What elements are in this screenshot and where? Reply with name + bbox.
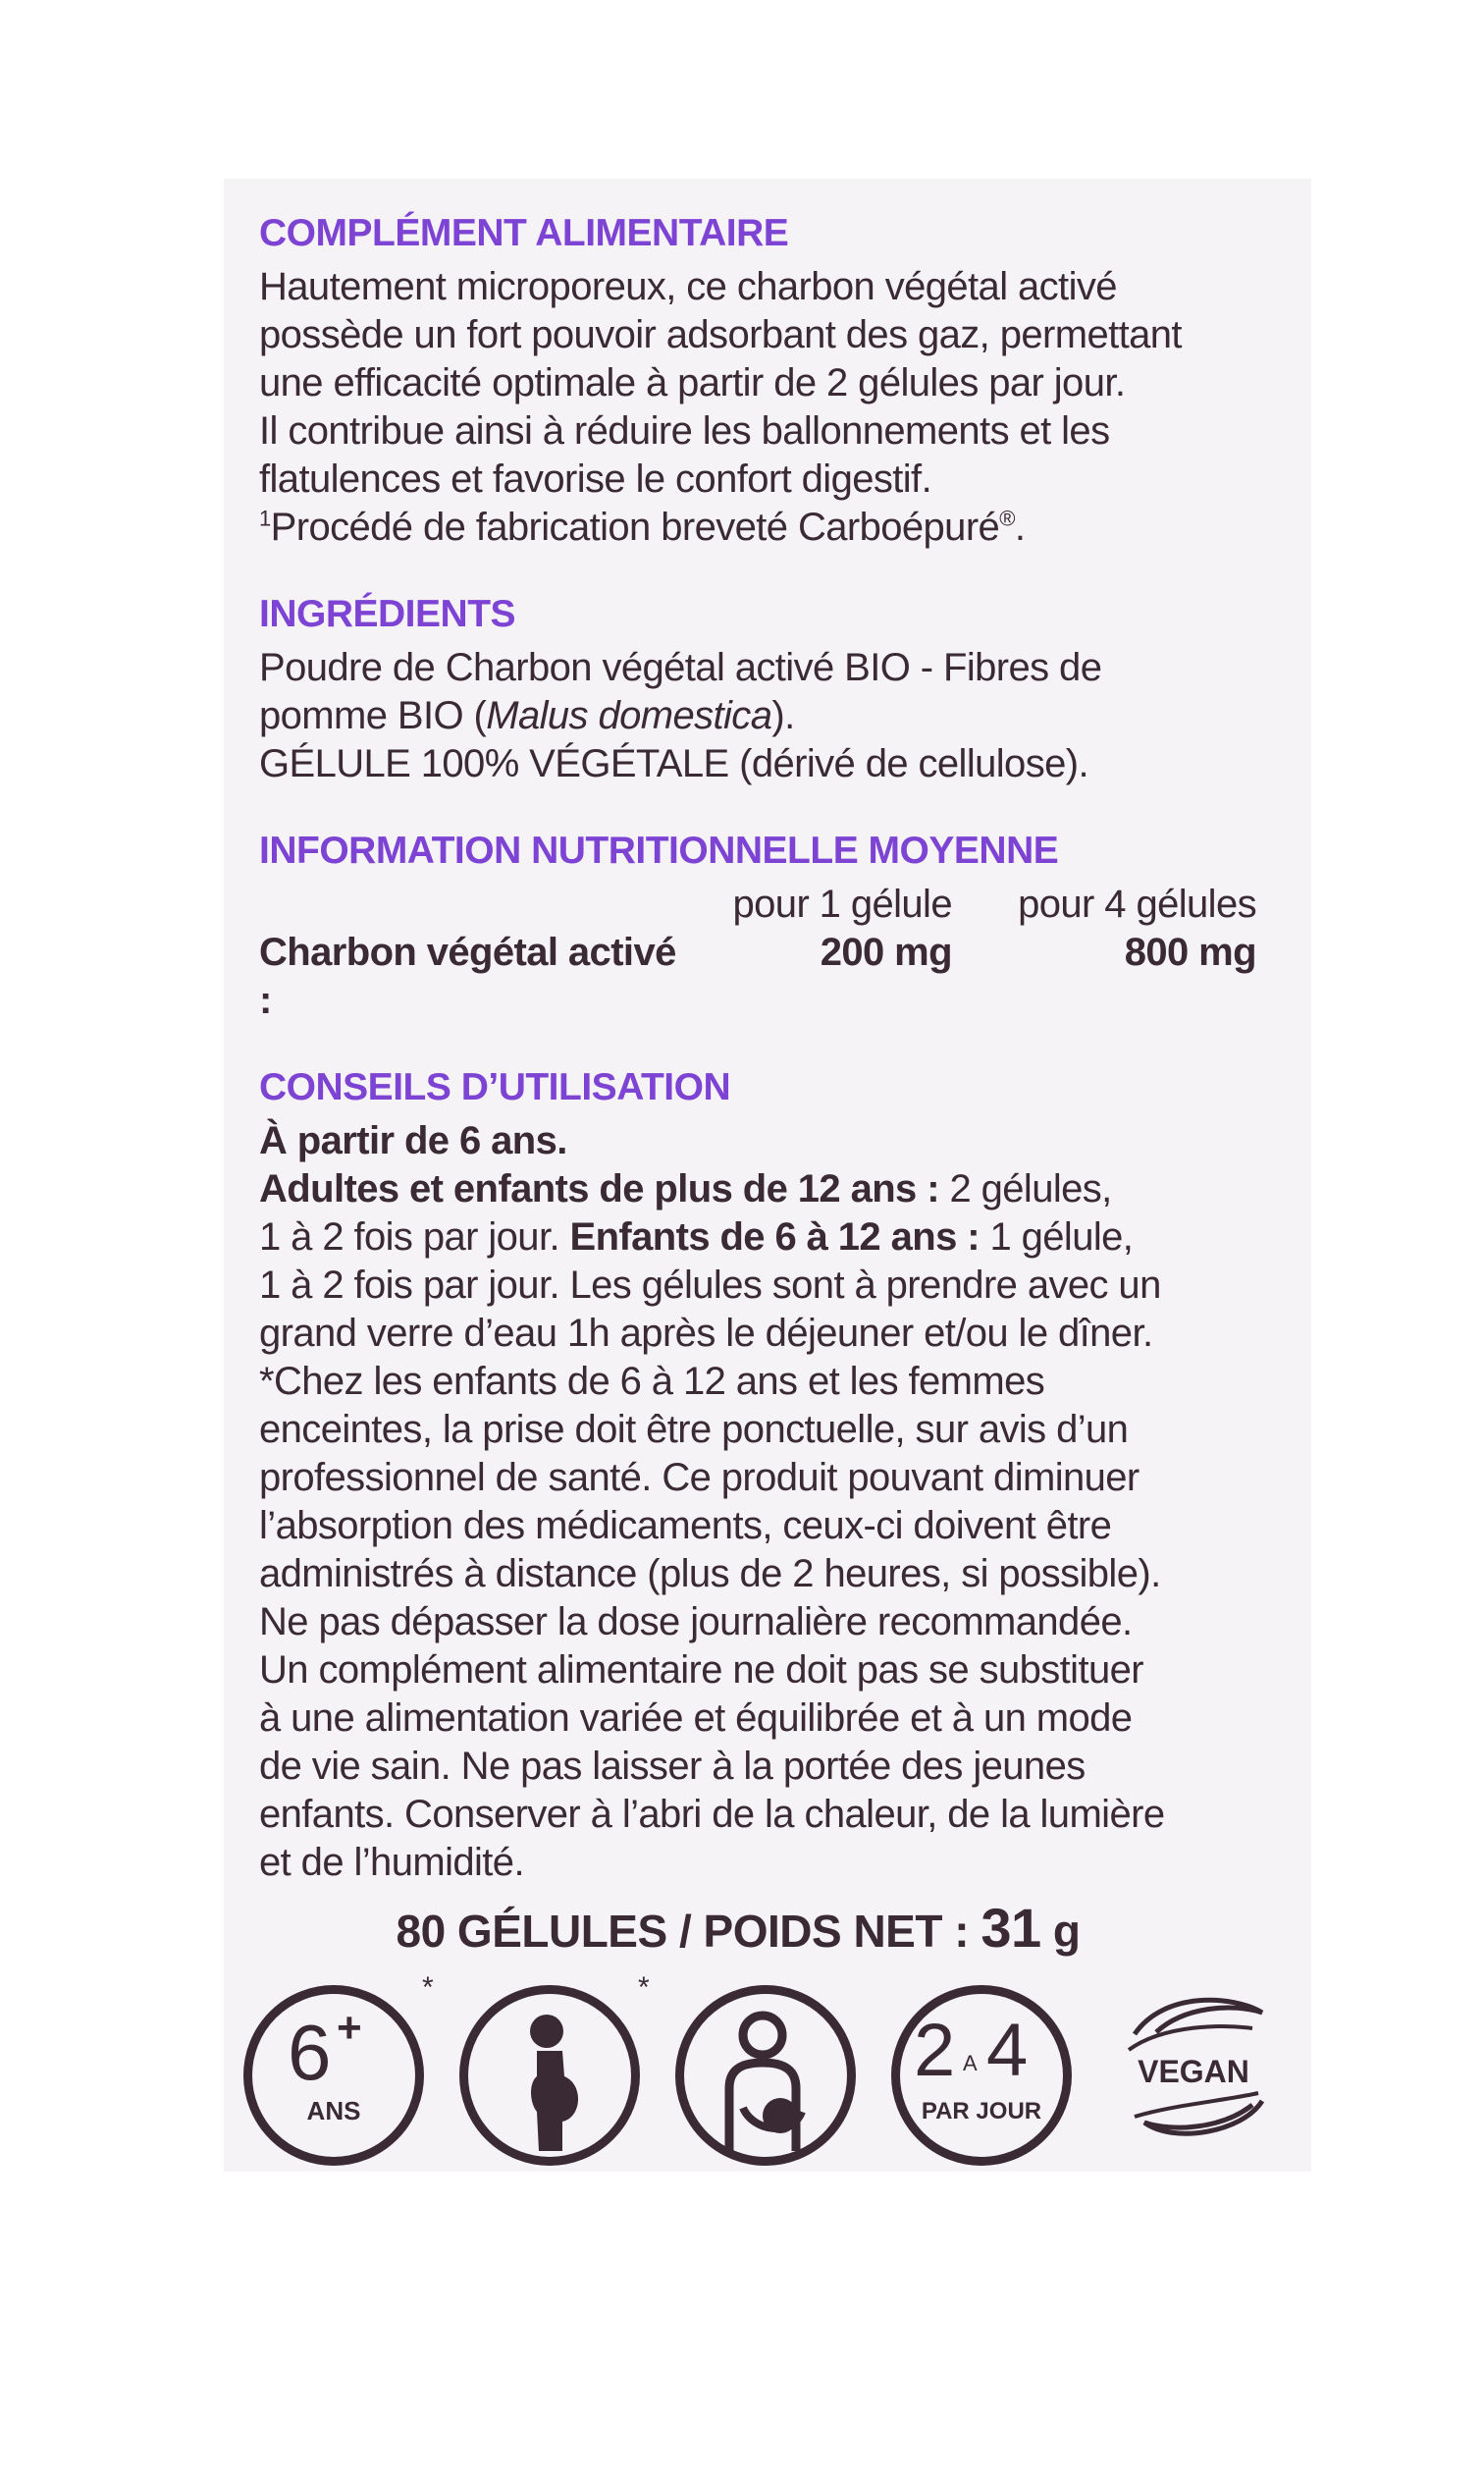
usage-children-label: Enfants de 6 à 12 ans : [569, 1215, 980, 1259]
dose-from: 2 [914, 2009, 956, 2092]
footnote [259, 504, 1256, 552]
dose-2-to-4-per-day-icon [891, 1985, 1072, 2166]
age-label: ANS [306, 2096, 361, 2125]
usage-line-7: administrés à distance (plus de 2 heures, si possible). [259, 1552, 1161, 1595]
usage-line-8: Ne pas dépasser la dose journalière recommandée. [259, 1600, 1133, 1643]
dose-to: 4 [986, 2009, 1029, 2092]
product-label-panel [224, 179, 1311, 2172]
usage-line-12: enfants. Conserver à l’abri de la chaleur, de la lumière [259, 1793, 1165, 1836]
usage-adults-dose: 2 gélules, [938, 1167, 1112, 1210]
nutrition-section [259, 828, 1256, 1025]
dose-label: PAR JOUR [921, 2098, 1042, 2124]
ingredients-section [259, 591, 1256, 788]
footnote-text: Procédé de fabrication breveté Carboépuré [270, 506, 1000, 549]
age-plus: + [337, 2004, 362, 2052]
pregnant-woman-icon [459, 1985, 640, 2166]
ingredients-line-2 [259, 692, 1256, 740]
age-asterisk: * [422, 1971, 434, 2004]
complement-line-5: flatulences et favorise le confort digestif. [259, 457, 932, 501]
registered-mark: ® [999, 506, 1015, 531]
usage-line-3: *Chez les enfants de 6 à 12 ans et les femmes [259, 1360, 1045, 1403]
footnote-mark: 1 [259, 506, 271, 531]
age-number: 6 [288, 2009, 332, 2096]
ingredients-line-3: GÉLULE 100% VÉGÉTALE (dérivé de cellulose). [259, 742, 1088, 785]
ingredients-line-2a: pomme BIO ( [259, 694, 487, 737]
usage-children-dose: 1 gélule, [979, 1215, 1134, 1259]
nutrition-row [259, 929, 1256, 1025]
nutrition-col-2: pour 4 gélules [1018, 883, 1256, 926]
usage-section [259, 1064, 1256, 1887]
usage-title: CONSEILS D’UTILISATION [259, 1066, 731, 1108]
pictogram-row [243, 1971, 1284, 2162]
usage-children [259, 1213, 1256, 1262]
usage-age: À partir de 6 ans. [259, 1119, 567, 1162]
vegan-label: VEGAN [1138, 2054, 1249, 2089]
usage-line-10: à une alimentation variée et équilibrée et à un mode [259, 1696, 1133, 1740]
usage-line-1: 1 à 2 fois par jour. Les gélules sont à prendre avec un [259, 1264, 1161, 1307]
vegan-leaf-icon [1105, 1985, 1282, 2162]
nutrition-col-1: pour 1 gélule [732, 883, 952, 926]
nutrition-value-1: 200 mg [820, 931, 952, 974]
net-weight [259, 1899, 1256, 1961]
nutrition-value-2: 800 mg [1124, 931, 1256, 974]
nutrition-title: INFORMATION NUTRITIONNELLE MOYENNE [259, 830, 1059, 872]
usage-line-6: l’absorption des médicaments, ceux-ci doivent être [259, 1504, 1112, 1547]
ingredients-title: INGRÉDIENTS [259, 593, 516, 635]
complement-section [259, 210, 1256, 552]
complement-line-2: possède un fort pouvoir adsorbant des gaz, permettant [259, 313, 1182, 356]
net-weight-text: 80 GÉLULES / POIDS NET : [396, 1906, 981, 1957]
age-6-plus-icon [243, 1985, 424, 2166]
nutrition-header-row [259, 881, 1256, 929]
pregnant-asterisk: * [638, 1971, 650, 2004]
ingredients-latin-name: Malus domestica [486, 694, 772, 737]
footnote-end: . [1014, 506, 1026, 549]
dose-a: A [963, 2051, 978, 2075]
complement-line-3: une efficacité optimale à partir de 2 gélules par jour. [259, 361, 1126, 404]
usage-children-a: 1 à 2 fois par jour. [259, 1215, 570, 1259]
net-weight-unit: g [1040, 1906, 1081, 1957]
usage-line-9: Un complément alimentaire ne doit pas se substituer [259, 1648, 1143, 1692]
complement-line-4: Il contribue ainsi à réduire les ballonnements et les [259, 409, 1110, 453]
nutrition-row-label: Charbon végétal activé : [259, 931, 676, 1022]
net-weight-value: 31 [980, 1897, 1041, 1959]
complement-line-1: Hautement microporeux, ce charbon végétal activé [259, 265, 1117, 308]
usage-line-11: de vie sain. Ne pas laisser à la portée des jeunes [259, 1745, 1086, 1788]
usage-line-13: et de l’humidité. [259, 1841, 524, 1884]
breastfeeding-icon [675, 1985, 856, 2166]
ingredients-line-1: Poudre de Charbon végétal activé BIO - Fibres de [259, 646, 1102, 689]
ingredients-line-2b: ). [771, 694, 795, 737]
usage-line-5: professionnel de santé. Ce produit pouvant diminuer [259, 1456, 1140, 1499]
usage-line-4: enceintes, la prise doit être ponctuelle, sur avis d’un [259, 1408, 1129, 1451]
usage-adults [259, 1165, 1256, 1213]
complement-title: COMPLÉMENT ALIMENTAIRE [259, 212, 789, 254]
usage-line-2: grand verre d’eau 1h après le déjeuner et/ou le dîner. [259, 1312, 1153, 1355]
usage-adults-label: Adultes et enfants de plus de 12 ans : [259, 1167, 939, 1210]
